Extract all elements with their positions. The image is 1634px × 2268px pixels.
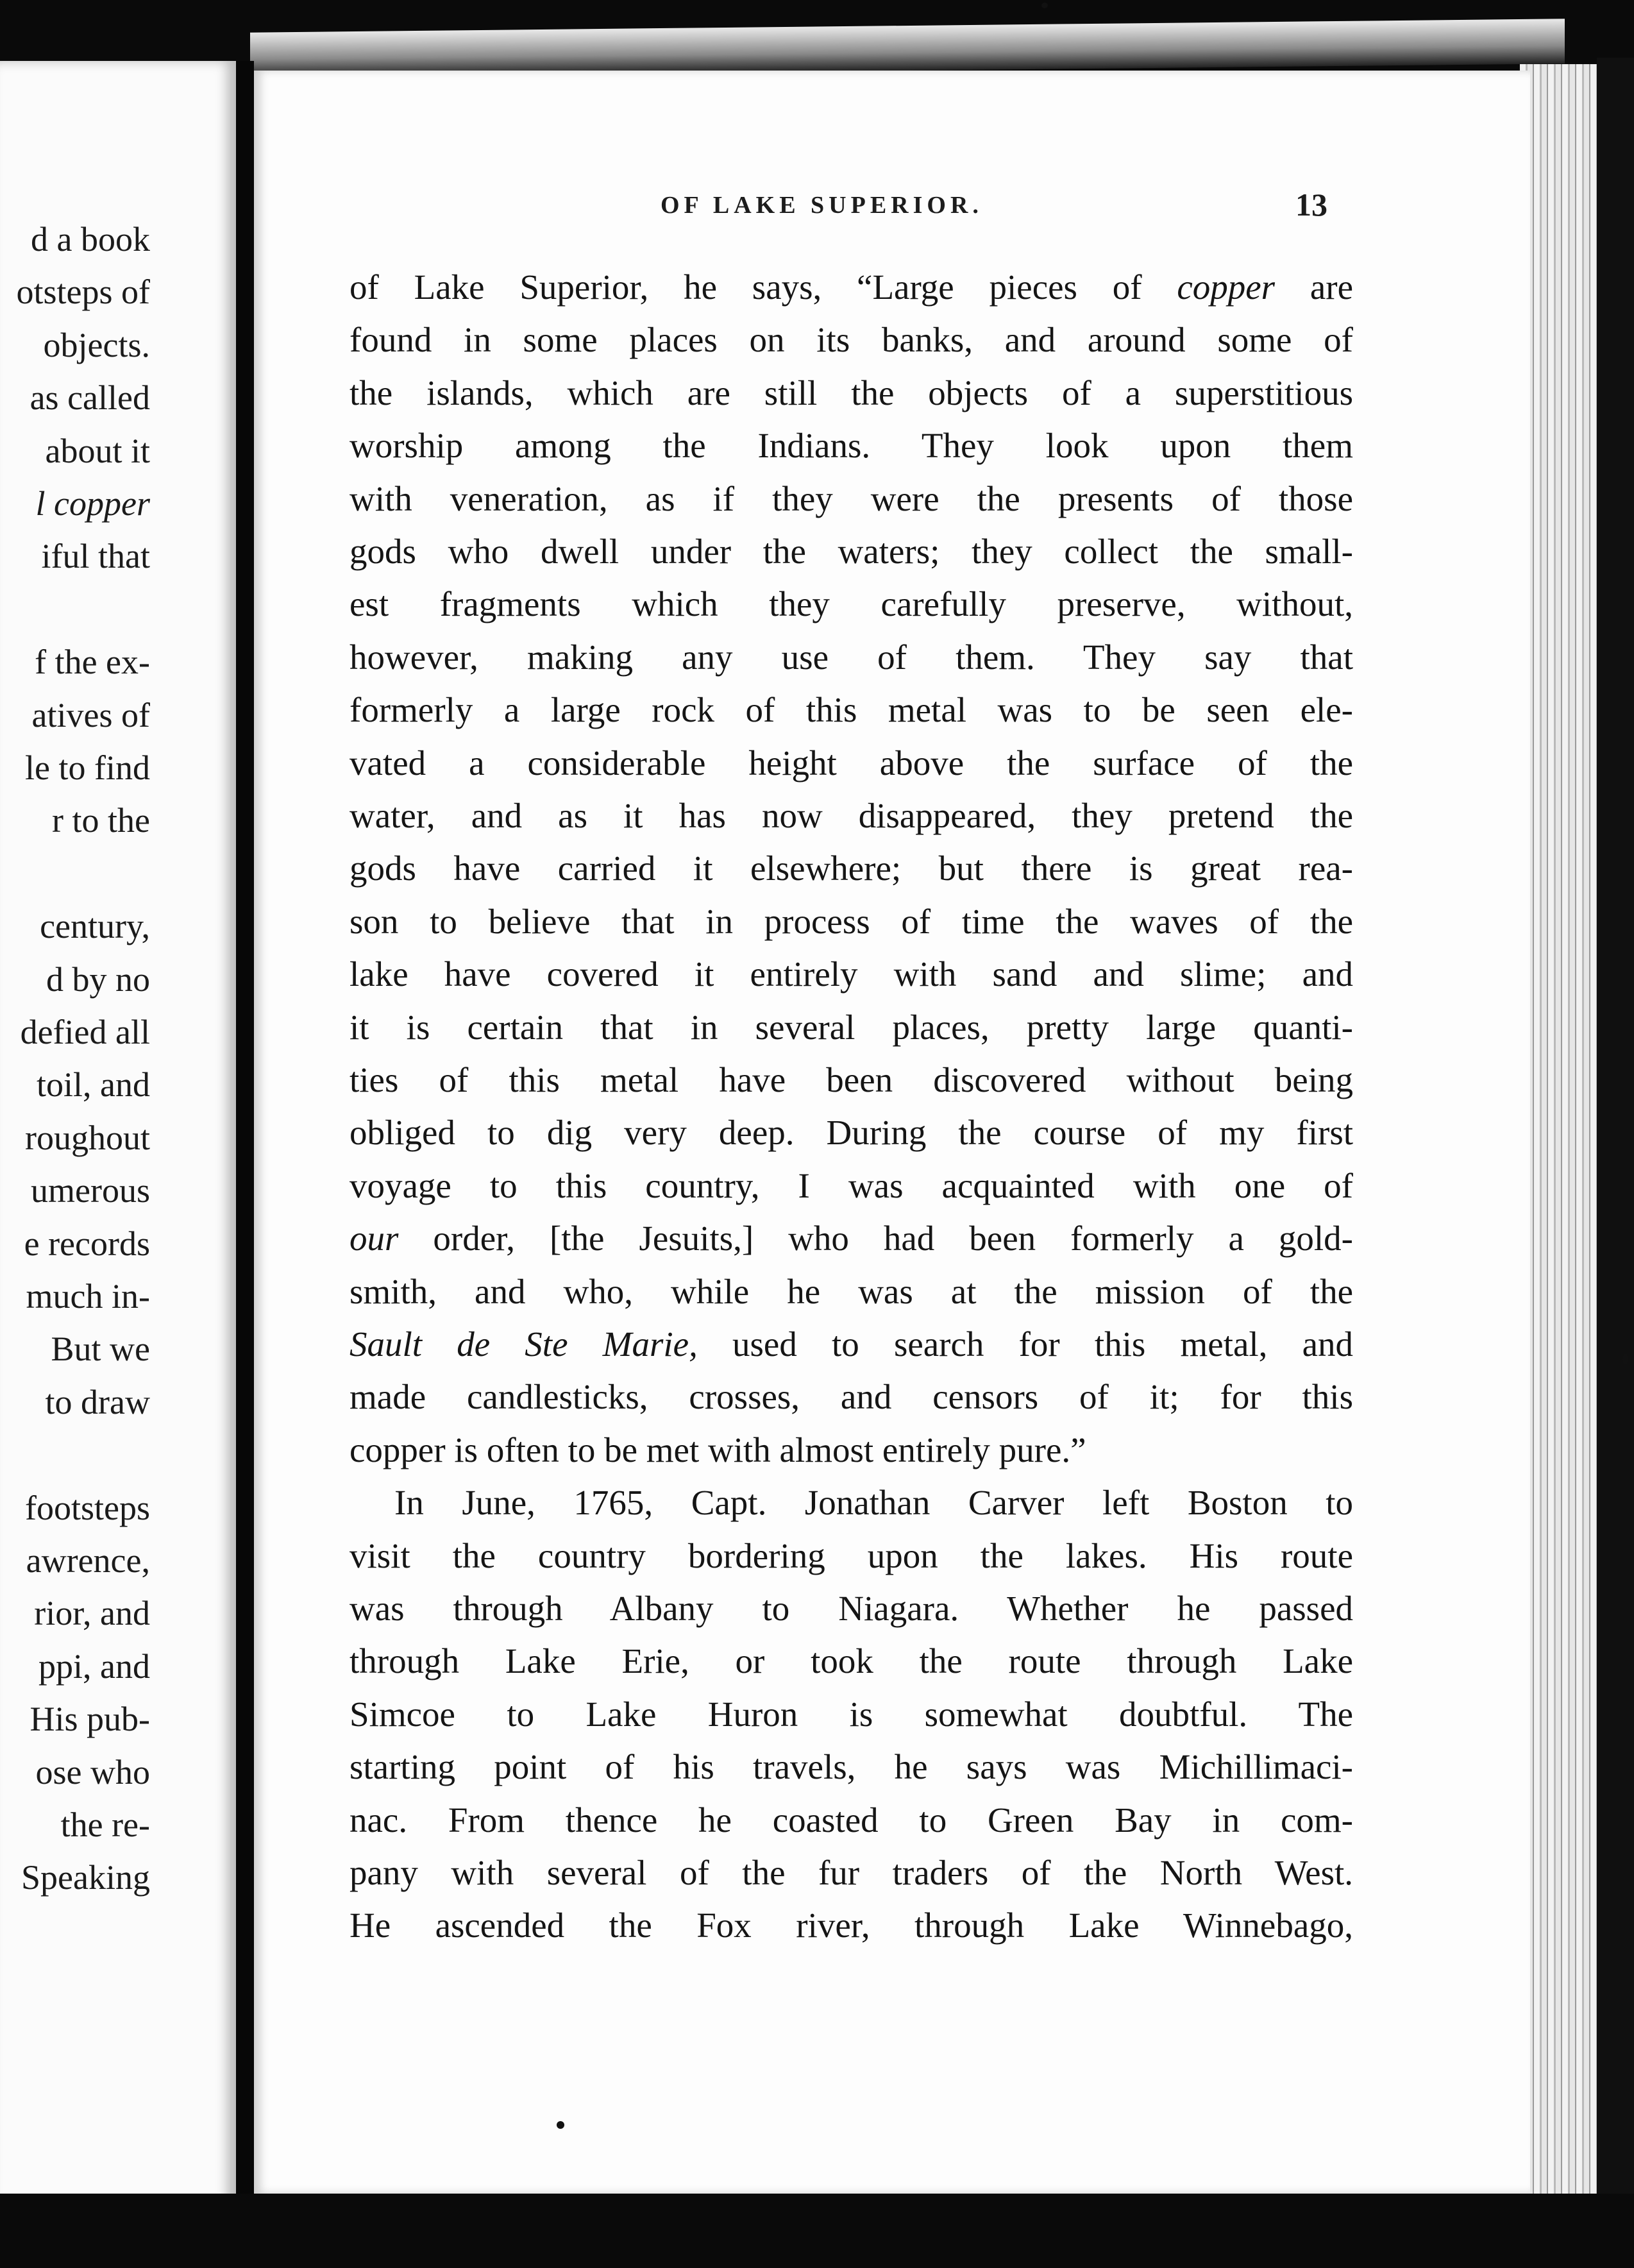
text-segment: smith, and who, while he was at the mission of the [350,1271,1353,1311]
text-segment: lake have covered it entirely with sand and slime; and [350,954,1353,994]
text-segment: was through Albany to Niagara. Whether he passed [350,1589,1353,1628]
left-page-line: toil, and [37,1065,150,1104]
print-speck [1622,1353,1628,1365]
text-line [350,639,1353,675]
left-page-line: about it [45,431,150,470]
left-page-line: footsteps [25,1488,150,1527]
text-segment: found in some places on its banks, and around some of [350,320,1353,360]
text-segment: pany with several of the fur traders of the North West. [350,1853,1353,1892]
text-segment: formerly a large rock of this metal was to be seen ele- [350,690,1353,730]
text-segment: order, [the Jesuits,] who had been formerly a gold- [398,1219,1353,1258]
left-page-line: l copper [35,484,150,523]
left-page-line: r to the [52,801,150,840]
text-segment: through Lake Erie, or took the route through Lake [350,1641,1353,1681]
left-page-line: ppi, and [38,1646,150,1686]
text-segment: voyage to this country, I was acquainted with one of [350,1165,1353,1205]
text-line [350,1908,1353,1943]
italic-text: our [350,1219,399,1258]
text-segment: visit the country bordering upon the lakes. His route [350,1536,1353,1575]
text-segment: He ascended the Fox river, through Lake Winnebago, [350,1906,1353,1945]
left-page-line: as called [29,378,150,418]
text-segment: obliged to dig very deep. During the course of my first [350,1113,1353,1153]
left-page-line: d by no [46,960,150,999]
text-line [350,1113,1353,1153]
page-edges [1520,64,1603,2194]
text-line [350,1221,1353,1256]
left-page [0,61,236,2251]
text-line [350,534,1353,569]
left-page-line: century, [40,907,150,946]
text-segment: starting point of his travels, he says was Michillimaci- [350,1747,1353,1787]
left-page-line: f the ex- [35,643,150,682]
text-line [350,798,1353,833]
left-page-line: defied all [20,1013,150,1051]
text-segment: son to believe that in process of time the waves of the [350,901,1353,941]
text-line [350,1326,1353,1362]
text-segment: gods have carried it elsewhere; but there is great rea- [350,849,1353,888]
italic-text: Sault de Ste Marie, [350,1324,698,1364]
text-segment: used to search for this metal, and [697,1324,1353,1364]
print-speck [557,2121,564,2129]
left-page-line: much in- [26,1277,150,1316]
text-line [350,1538,1353,1573]
text-segment: made candlesticks, crosses, and censors of it; for this [350,1377,1353,1417]
text-line [350,1591,1353,1626]
text-line [350,375,1353,410]
running-head: OF LAKE SUPERIOR. [661,192,983,219]
left-page-line: atives of [31,695,150,734]
text-line [350,1802,1353,1838]
text-line [350,1432,1353,1468]
text-segment: water, and as it has now disappeared, they pretend the [350,796,1353,835]
text-line [350,1377,1353,1417]
text-segment: In June, 1765, Capt. Jonathan Carver left Boston to [394,1483,1353,1523]
text-line [350,1643,1353,1679]
print-speck [1041,3,1048,8]
text-line [350,586,1353,622]
left-page-line: awrence, [26,1541,150,1580]
left-page-line: the re- [60,1806,150,1844]
text-line [350,1165,1353,1205]
text-line [350,901,1353,941]
left-page-line: rior, and [34,1594,150,1633]
page-number: 13 [1295,187,1327,223]
left-page-line: e records [24,1224,150,1263]
text-segment: of Lake Superior, he says, “Large pieces of [350,267,1177,307]
italic-text: copper [1177,267,1276,307]
text-line [350,745,1353,781]
left-page-line: His pub- [29,1700,150,1739]
text-segment: worship among the Indians. They look upon them [350,426,1353,466]
scan-right-border [1597,58,1634,2268]
text-segment: Simcoe to Lake Huron is somewhat doubtful. The [350,1694,1353,1734]
text-segment: the islands, which are still the objects of a superstitious [350,373,1353,412]
left-page-line: umerous [31,1171,150,1210]
text-segment: ties of this metal have been discovered without being [350,1060,1353,1099]
text-segment: with veneration, as if they were the presents of those [350,478,1353,518]
text-line [350,320,1353,360]
left-page-line: Speaking [21,1858,150,1897]
text-line [350,426,1353,466]
left-page-line: d a book [31,220,150,258]
text-line [350,1062,1353,1097]
text-line [350,269,1353,305]
book-gutter [236,61,254,2251]
text-line [350,956,1353,992]
text-line [350,851,1353,886]
left-page-line: objects. [43,325,150,364]
text-line [350,1694,1353,1734]
text-line [350,1747,1353,1787]
text-segment: it is certain that in several places, pretty large quanti- [350,1007,1353,1047]
text-segment: nac. From thence he coasted to Green Bay in com- [350,1800,1353,1840]
left-page-line: ose who [35,1752,150,1791]
text-segment: however, making any use of them. They say that [350,637,1353,677]
text-segment: est fragments which they carefully preserve, without, [350,584,1353,624]
text-line [350,478,1353,518]
left-page-line: iful that [41,537,150,576]
text-line [350,1271,1353,1311]
text-segment: copper is often to be met with almost entirely pure.” [350,1430,1086,1469]
scan-bottom-border [0,2194,1634,2268]
left-page-line: to draw [45,1382,150,1421]
text-line [350,690,1353,730]
left-page-line: But we [51,1330,150,1369]
text-line [350,1007,1353,1047]
text-line [394,1483,1353,1523]
left-page-line: le to find [25,749,150,787]
left-page-line: otsteps of [16,273,150,312]
text-line [350,1855,1353,1890]
text-segment: gods who dwell under the waters; they collect the small- [350,532,1353,571]
text-segment: are [1275,267,1353,307]
left-page-line: roughout [25,1118,150,1157]
text-segment: vated a considerable height above the surface of the [350,743,1353,783]
